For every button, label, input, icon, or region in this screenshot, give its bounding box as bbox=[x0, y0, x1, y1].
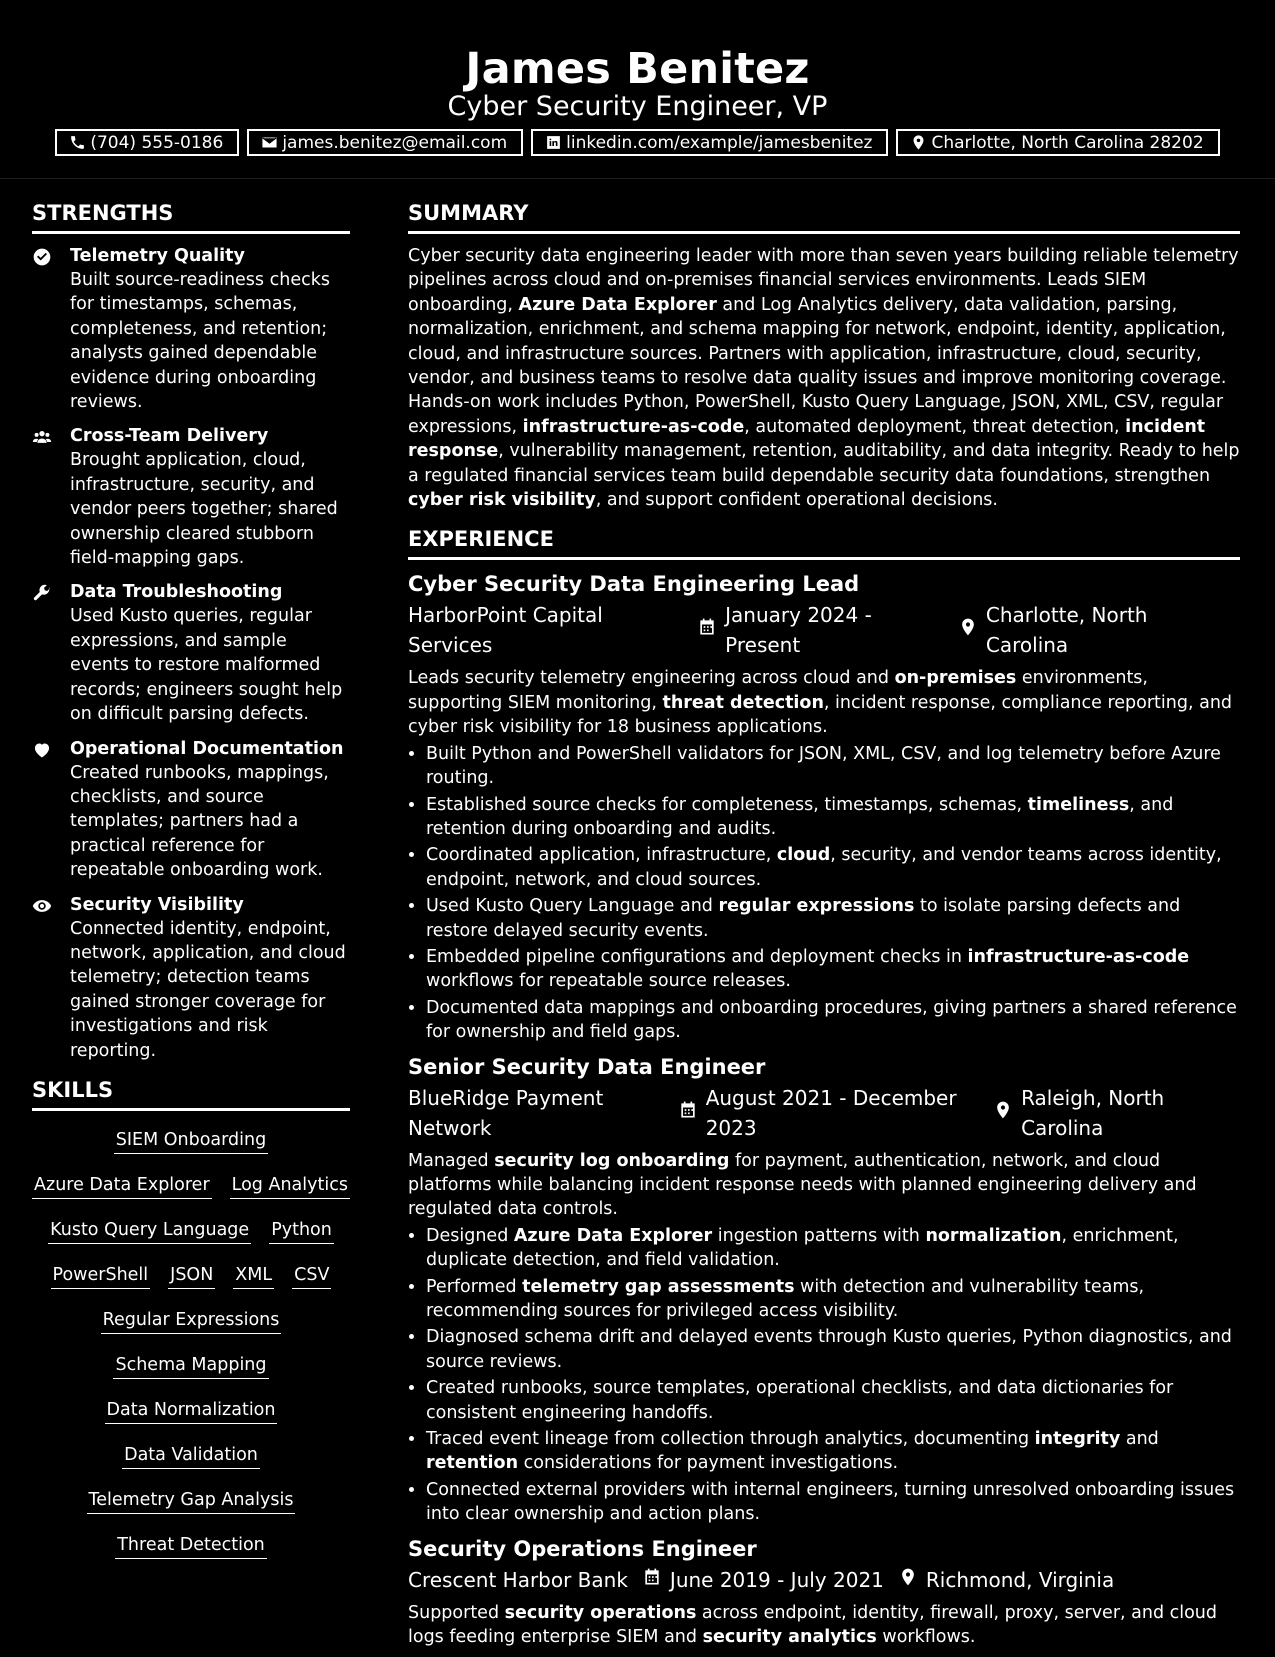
skill-row bbox=[32, 1532, 350, 1577]
skill-row bbox=[32, 1352, 350, 1397]
linkedin-icon bbox=[545, 134, 562, 151]
contact-phone[interactable] bbox=[55, 129, 239, 156]
job-bullet: • Performed telemetry gap assessments with detection and vulnerability teams, recommending sources for privileged access visibility. bbox=[426, 1275, 1240, 1324]
job-dates bbox=[678, 1083, 979, 1143]
skill-tag: PowerShell bbox=[51, 1262, 151, 1289]
left-column bbox=[32, 198, 350, 1577]
job-dates bbox=[697, 600, 944, 660]
job-bullet: • Traced event lineage from collection through analytics, documenting integrity and retention considerations for payment investigations. bbox=[426, 1427, 1240, 1476]
job-description: Managed security log onboarding for payment, authentication, network, and cloud platforms while balancing incident response needs with planned engineering delivery and regulated data controls. bbox=[408, 1150, 1197, 1220]
candidate-title: Cyber Security Engineer, VP bbox=[447, 91, 828, 122]
heart-icon bbox=[32, 745, 52, 764]
job-location-text: Richmond, Virginia bbox=[925, 1567, 1115, 1592]
skill-tag: SIEM Onboarding bbox=[114, 1127, 268, 1154]
candidate-name: James Benitez bbox=[465, 44, 810, 94]
job-bullet: • Documented data mappings and onboarding procedures, giving partners a shared reference for ownership and field gaps. bbox=[426, 996, 1240, 1045]
strength-title: Cross-Team Delivery bbox=[70, 426, 269, 447]
job-dates-text: June 2019 - July 2021 bbox=[669, 1567, 884, 1592]
job-bullet-emphasis: regular expressions bbox=[718, 896, 915, 917]
location-icon bbox=[993, 1098, 1013, 1128]
job-bullet: • Coordinated application, infrastructure, cloud, security, and vendor teams across identity, endpoint, network, and cloud sources. bbox=[426, 843, 1240, 892]
job-description-emphasis: security operations bbox=[504, 1602, 697, 1623]
strength-icon-wrap bbox=[32, 737, 70, 883]
strength-description: Connected identity, endpoint, network, application, and cloud telemetry; detection teams gained stronger coverage for investigations and risk reporting. bbox=[70, 918, 346, 1061]
strength-title: Telemetry Quality bbox=[70, 246, 245, 266]
job-title: Security Operations Engineer bbox=[408, 1536, 757, 1561]
calendar-icon bbox=[697, 615, 717, 645]
job-location bbox=[993, 1083, 1226, 1143]
strength-text bbox=[70, 893, 350, 1063]
skill-tag: XML bbox=[233, 1262, 274, 1289]
skills-list bbox=[32, 1121, 350, 1577]
job-meta bbox=[408, 600, 1240, 660]
skill-tag: Data Normalization bbox=[105, 1397, 278, 1424]
strength-description: Created runbooks, mappings, checklists, and source templates; partners had a practical reference for repeatable onboarding work. bbox=[70, 762, 329, 881]
job-bullet-emphasis: cloud bbox=[776, 845, 831, 866]
job-entry bbox=[408, 1053, 1240, 1527]
job-description-emphasis: threat detection bbox=[662, 692, 824, 713]
calendar-icon bbox=[678, 1098, 698, 1128]
check-circle-icon bbox=[32, 252, 52, 271]
strength-icon-wrap bbox=[32, 424, 70, 570]
job-location-text: Raleigh, North Carolina bbox=[1021, 1085, 1165, 1140]
phone-icon bbox=[69, 134, 86, 151]
strength-item bbox=[32, 893, 350, 1063]
summary-heading: SUMMARY bbox=[408, 198, 1240, 234]
strength-title: Data Troubleshooting bbox=[70, 582, 283, 603]
job-description-emphasis: security log onboarding bbox=[494, 1150, 730, 1171]
job-company: Crescent Harbor Bank bbox=[408, 1567, 628, 1592]
job-bullet-emphasis: Azure Data Explorer bbox=[513, 1225, 713, 1246]
skill-tag: Schema Mapping bbox=[113, 1352, 268, 1379]
job-location bbox=[898, 1565, 1114, 1595]
skill-row bbox=[32, 1127, 350, 1172]
skill-row bbox=[32, 1262, 350, 1307]
job-dates bbox=[642, 1565, 884, 1595]
calendar-icon bbox=[642, 1565, 662, 1595]
strengths-heading: STRENGTHS bbox=[32, 198, 350, 234]
skill-row bbox=[32, 1442, 350, 1487]
summary-text: Cyber security data engineering leader with more than seven years building reliable telemetry pipelines across cloud and on-premises financial services environments. Leads SIEM onboarding, Azure Data Explorer and Log Analytics delivery, data validation, parsing, normalization, enrichment, and schema mapping for network, endpoint, identity, application, cloud, and infrastructure sources. Partners with application, infrastructure, cloud, security, vendor, and business teams to resolve data quality issues and improve monitoring coverage. Hands-on work includes Python, PowerShell, Kusto Query Language, JSON, XML, CSV, regular expressions, infrastructure-as-code, automated deployment, threat detection, incident response, vulnerability management, retention, auditability, and data integrity. Ready to help a regulated financial services team build dependable security data foundations, strengthen cyber risk visibility, and support confident operational decisions. bbox=[408, 246, 1240, 511]
contact-bar bbox=[0, 129, 1275, 156]
experience-heading: EXPERIENCE bbox=[408, 524, 1240, 560]
strength-item bbox=[32, 244, 350, 414]
skill-tag: CSV bbox=[292, 1262, 331, 1289]
skill-tag: Kusto Query Language bbox=[48, 1217, 251, 1244]
job-bullet: • Diagnosed schema drift and delayed events through Kusto queries, Python diagnostics, and source reviews. bbox=[426, 1325, 1240, 1374]
email-icon bbox=[261, 134, 278, 151]
strengths-list bbox=[32, 244, 350, 1063]
job-bullet-emphasis: timeliness bbox=[1027, 794, 1130, 815]
job-description: Supported security operations across endpoint, identity, firewall, proxy, server, and cloud logs feeding enterprise SIEM and security analytics workflows. bbox=[408, 1602, 1218, 1648]
job-bullet: • Designed Azure Data Explorer ingestion patterns with normalization, enrichment, duplicate detection, and field validation. bbox=[426, 1224, 1240, 1273]
strength-description: Brought application, cloud, infrastructure, security, and vendor peers together; shared ownership cleared stubborn field-mapping gaps. bbox=[70, 450, 338, 569]
job-title: Cyber Security Data Engineering Lead bbox=[408, 572, 860, 597]
job-bullet-emphasis: telemetry gap assessments bbox=[522, 1276, 795, 1297]
skill-row bbox=[32, 1397, 350, 1442]
strength-item bbox=[32, 580, 350, 726]
job-bullet-emphasis: infrastructure-as-code bbox=[967, 946, 1190, 967]
skill-tag: Python bbox=[269, 1217, 334, 1244]
job-bullet: • Connected external providers with internal engineers, turning unresolved onboarding issues into clear ownership and action plans. bbox=[426, 1478, 1240, 1527]
users-icon bbox=[32, 432, 52, 451]
summary-emphasis: cyber risk visibility bbox=[408, 490, 596, 511]
contact-linkedin[interactable] bbox=[531, 129, 888, 156]
strength-description: Built source-readiness checks for timestamps, schemas, completeness, and retention; analysts gained dependable evidence during onboarding reviews. bbox=[70, 270, 330, 413]
wrench-icon bbox=[32, 588, 52, 607]
strength-text bbox=[70, 737, 350, 883]
job-bullets bbox=[408, 1224, 1240, 1527]
contact-location[interactable] bbox=[896, 129, 1219, 156]
skill-tag: Data Validation bbox=[122, 1442, 260, 1469]
skill-tag: Log Analytics bbox=[230, 1172, 350, 1199]
skill-tag: Threat Detection bbox=[115, 1532, 267, 1559]
job-entry bbox=[408, 570, 1240, 1044]
job-title: Senior Security Data Engineer bbox=[408, 1054, 766, 1079]
job-bullet-emphasis: normalization bbox=[925, 1225, 1062, 1246]
experience-list bbox=[408, 570, 1240, 1649]
skill-row bbox=[32, 1217, 350, 1262]
skill-tag: Azure Data Explorer bbox=[32, 1172, 212, 1199]
contact-linkedin-text: linkedin.com/example/jamesbenitez bbox=[566, 132, 873, 153]
job-bullet: • Built Python and PowerShell validators for JSON, XML, CSV, and log telemetry before Azure routing. bbox=[426, 742, 1240, 791]
strength-icon-wrap bbox=[32, 893, 70, 1063]
job-dates-text: August 2021 - December 2023 bbox=[705, 1085, 957, 1140]
job-description: Leads security telemetry engineering across cloud and on-premises environments, supporting SIEM monitoring, threat detection, incident response, compliance reporting, and cyber risk visibility for 18 business applications. bbox=[408, 668, 1233, 738]
job-company: HarborPoint Capital Services bbox=[408, 603, 603, 658]
location-icon bbox=[898, 1565, 918, 1595]
job-bullet-emphasis: retention bbox=[426, 1453, 519, 1474]
strength-item bbox=[32, 737, 350, 883]
job-entry bbox=[408, 1535, 1240, 1650]
job-meta bbox=[408, 1565, 1240, 1595]
job-meta bbox=[408, 1083, 1240, 1143]
skill-tag: Telemetry Gap Analysis bbox=[87, 1487, 296, 1514]
skill-row bbox=[32, 1487, 350, 1532]
strength-item bbox=[32, 424, 350, 570]
strength-description: Used Kusto queries, regular expressions, and sample events to restore malformed records; engineers sought help on difficult parsing defects. bbox=[70, 606, 343, 725]
job-location bbox=[958, 600, 1226, 660]
header-divider bbox=[0, 178, 1275, 179]
summary-emphasis: incident response bbox=[408, 416, 1206, 462]
job-description-emphasis: security analytics bbox=[702, 1627, 877, 1648]
contact-phone-text: (704) 555-0186 bbox=[90, 132, 224, 153]
job-description-emphasis: on-premises bbox=[894, 668, 1017, 689]
summary-emphasis: infrastructure-as-code bbox=[522, 416, 745, 437]
strength-icon-wrap bbox=[32, 580, 70, 726]
location-icon bbox=[958, 615, 978, 645]
summary-emphasis: Azure Data Explorer bbox=[518, 294, 717, 315]
skills-heading: SKILLS bbox=[32, 1075, 350, 1111]
job-location-text: Charlotte, North Carolina bbox=[985, 603, 1148, 658]
job-company: BlueRidge Payment Network bbox=[408, 1085, 604, 1140]
strength-text bbox=[70, 424, 350, 570]
job-bullets bbox=[408, 742, 1240, 1045]
strength-title: Operational Documentation bbox=[70, 738, 344, 759]
resume-header bbox=[0, 0, 1275, 153]
job-bullet: • Used Kusto Query Language and regular expressions to isolate parsing defects and restore delayed security events. bbox=[426, 894, 1240, 943]
job-dates-text: January 2024 - Present bbox=[725, 603, 872, 658]
contact-email[interactable] bbox=[247, 129, 523, 156]
skill-tag: Regular Expressions bbox=[101, 1307, 282, 1334]
job-bullet: • Created runbooks, source templates, operational checklists, and data dictionaries for consistent engineering handoffs. bbox=[426, 1376, 1240, 1425]
contact-email-text: james.benitez@email.com bbox=[282, 132, 508, 153]
right-column bbox=[408, 198, 1240, 1657]
strength-icon-wrap bbox=[32, 244, 70, 414]
job-bullet: • Established source checks for completeness, timestamps, schemas, timeliness, and retention during onboarding and audits. bbox=[426, 793, 1240, 842]
skill-row bbox=[32, 1307, 350, 1352]
job-bullet: • Embedded pipeline configurations and deployment checks in infrastructure-as-code workflows for repeatable source releases. bbox=[426, 945, 1240, 994]
strength-text bbox=[70, 244, 350, 414]
strength-title: Security Visibility bbox=[70, 894, 244, 915]
skill-row bbox=[32, 1172, 350, 1217]
skill-tag: JSON bbox=[168, 1262, 215, 1289]
location-icon bbox=[910, 134, 927, 151]
strength-text bbox=[70, 580, 350, 726]
job-bullet-emphasis: integrity bbox=[1034, 1429, 1121, 1450]
eye-icon bbox=[32, 901, 52, 920]
contact-location-text: Charlotte, North Carolina 28202 bbox=[931, 132, 1204, 153]
